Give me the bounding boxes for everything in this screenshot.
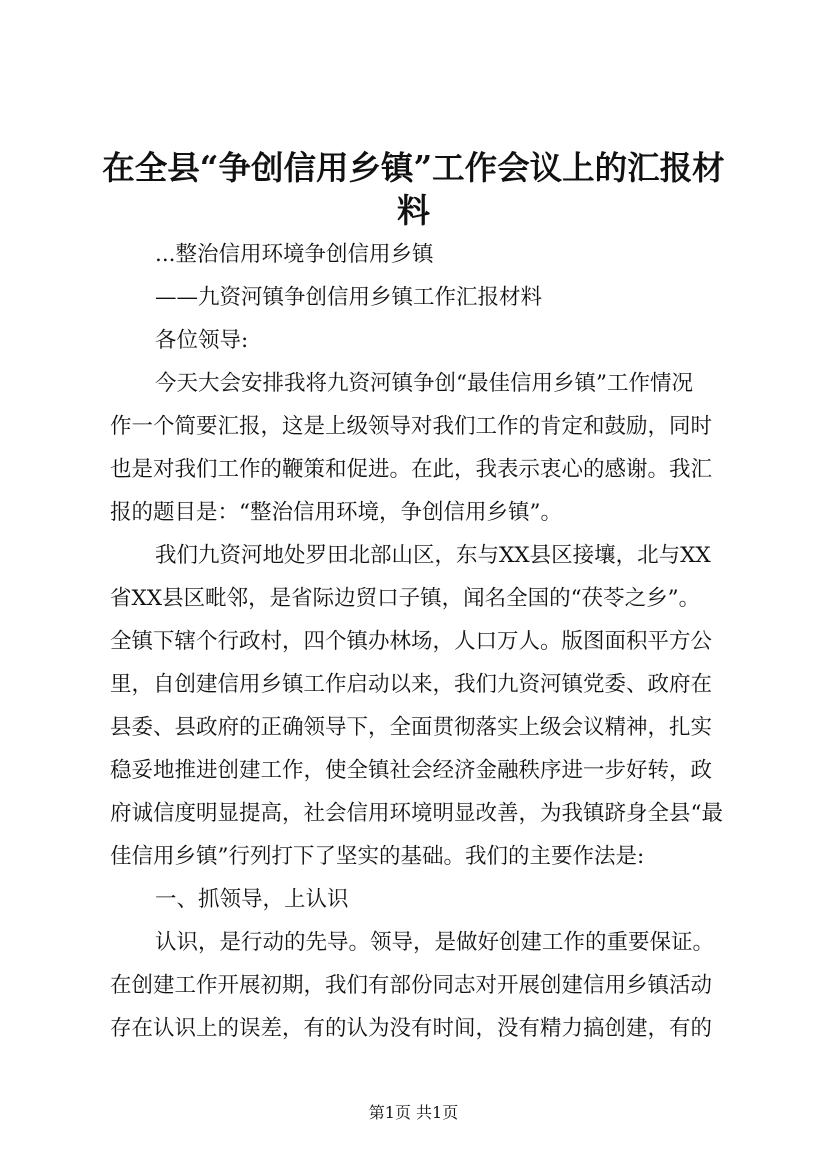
paragraph-line: 今天大会安排我将九资河镇争创“最佳信用乡镇”工作情况 xyxy=(155,371,693,396)
paragraph-line: 佳信用乡镇”行列打下了坚实的基础。我们的主要作法是: xyxy=(110,844,645,869)
paragraph-line: 认识，是行动的先导。领导，是做好创建工作的重要保证。 xyxy=(155,930,715,955)
page-footer: 第1页 共1页 xyxy=(368,1103,459,1122)
salutation: 各位领导: xyxy=(155,328,249,353)
paragraph-line: 稳妥地推进创建工作，使全镇社会经济金融秩序进一步好转，政 xyxy=(110,758,713,783)
paragraph-line: 府诚信度明显提高，社会信用环境明显改善，为我镇跻身全县“最 xyxy=(110,801,723,826)
paragraph-line: 报的题目是：“整治信用环境，争创信用乡镇”。 xyxy=(110,500,562,525)
document-title-line-2: 料 xyxy=(397,191,430,230)
section-heading: 一、抓领导，上认识 xyxy=(155,887,349,912)
paragraph-line: 全镇下辖个行政村，四个镇办林场，人口万人。版图面积平方公 xyxy=(110,629,713,654)
subtitle-line: ...整治信用环境争创信用乡镇 xyxy=(155,242,434,267)
paragraph-line: 省XX县区毗邻，是省际边贸口子镇，闻名全国的“茯苓之乡”。 xyxy=(110,586,701,611)
paragraph-line: 作一个简要汇报，这是上级领导对我们工作的肯定和鼓励，同时 xyxy=(110,414,713,439)
paragraph-line: 里，自创建信用乡镇工作启动以来，我们九资河镇党委、政府在 xyxy=(110,672,713,697)
paragraph-line: 县委、县政府的正确领导下，全面贯彻落实上级会议精神，扎实 xyxy=(110,715,713,740)
document-title-line-1: 在全县“争创信用乡镇”工作会议上的汇报材 xyxy=(102,148,725,187)
paragraph-line: 也是对我们工作的鞭策和促进。在此，我表示衷心的感谢。我汇 xyxy=(110,457,713,482)
paragraph-line: 在创建工作开展初期，我们有部份同志对开展创建信用乡镇活动 xyxy=(110,973,713,998)
sub-subtitle-line: ——九资河镇争创信用乡镇工作汇报材料 xyxy=(155,285,543,310)
paragraph-line: 我们九资河地处罗田北部山区，东与XX县区接壤，北与XX xyxy=(155,543,711,568)
paragraph-line: 存在认识上的误差，有的认为没有时间，没有精力搞创建，有的 xyxy=(110,1016,713,1041)
